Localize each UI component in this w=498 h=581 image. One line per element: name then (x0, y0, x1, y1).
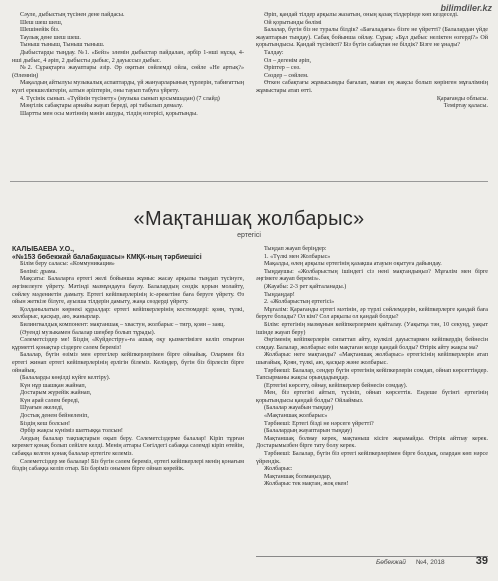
paragraph: Таулық дене шеш шеш. (20, 34, 81, 41)
footer-magazine: Бөбекжай (376, 559, 406, 566)
paragraph: Әңгіменің кейіпкерлерін сипаттап айту, күлкілі дауыстармен кейіпкердің бейнесін сомдау. Балалар, жолбарыс өзін мақтаған кезде қандай болды? Өтірік айту жақсы ма? (256, 337, 488, 351)
paragraph: Тәрбиеші: Ертегі бізді не нәрсеге үйретті? (264, 420, 374, 427)
paragraph: (Жауабы: 2-3 рет қайталанады.) (264, 283, 347, 290)
paragraph: Сәлеметсіздер ме балалар! Біз бүгін сәлем береміз, ертегі кейіпкерлері менің қонағым біздің сабаққа келіп отыр. Біз бәріміз онымен бірге ойнап көрейік. (12, 458, 244, 473)
paragraph: 1. «Түлкі мен Жолбарыс» (264, 253, 331, 260)
paragraph: «Мақтаншақ жолбарыс» (264, 413, 328, 420)
page-number: 39 (475, 555, 488, 567)
paragraph: Шуағын әкеледі, (20, 405, 64, 412)
paragraph: Әрбір жақсы күніміз шаттыққа толсын! (20, 428, 123, 435)
paragraph: Мұғалім: Қарағанды ертегі мәтінін, әр түрлі сөйлемдерін, кейіпкерлерге қандай баға беруге болады? Ол кім? Сол арқылы ол қандай болды? (256, 306, 488, 321)
paragraph: Мақтаншақ болмау керек, мақтаныш кісіге жарамайды. Өтірік айтпау керек. Достарымызбен бірге тату болу керек. (256, 435, 488, 450)
paragraph: Сәлеметсіздер ме! Біздің «Күйдестіру»-ға ашық оқу қызметімізге келіп отырған құрметті қонақтар сіздерге сәлем береміз! (12, 337, 244, 351)
paragraph: Күн арай сәлем береді, (20, 397, 80, 404)
paragraph: №2. Сұрақтарға жауаптары әзір. Әр оқитын сөйлемді ойла, сөйле «Не артық?» (Әлемнің) (12, 65, 244, 79)
paragraph: Ой қорытынды бөлімі (264, 19, 322, 26)
page-footer (256, 556, 488, 571)
bottom-left-column (12, 246, 244, 474)
site-logo: bilimdiler.kz (440, 3, 492, 13)
paragraph: Тыныш тыныш, Тыныш тыныш. (20, 42, 105, 49)
paragraph: Шеш шеш шеш, (20, 19, 63, 26)
paragraph: Дыбыстарды тыңдау. №1. «Бейз» элемін дыбыстар пайдалан, әрбір 1-нші нұсқа, 4-нші дыбыс, 4 әріп, 2 дыбысты дыбыс, 2 дауыссыз дыбыс. (12, 49, 244, 64)
paragraph: Тыңдаңдар! (264, 291, 295, 298)
paragraph: Балалар, бүгін біз не туралы білдік? «Бағаладағы» бізге не үйретті? (Балалардан үйде жауаптарын тыңдау). Сабақ бойынша ойлау. Сұрақ: «Бұл дыбыс неліктен өзгерді?» Ой қорытындысы. Қандай түсінікті? Біз бүгін сабақтан не білдік? Бізге не ұнады? (256, 27, 488, 49)
paragraph: (Балаларды көңілді күйге келтіру). (20, 375, 111, 382)
paragraph: (Ертегіні көрсету, ойнау, кейіпкерлер бейнесін сомдау). (264, 382, 408, 389)
paragraph: 2. «Жолбарыстың ертегісі» (264, 299, 335, 306)
paragraph: Сөздер – сөйлем. (264, 72, 309, 79)
paragraph: Жолбарыс: (264, 466, 293, 473)
paragraph: Шешінейік біз. (20, 27, 60, 34)
paragraph: Мен, біз ертегіні айтып, түсініп, ойнап көрсеттік. Ендеше бүгінгі ертегінің қорытындысы қандай болды? Ойлаймыз. (256, 390, 488, 404)
paragraph: Әріптер – сөз. (264, 65, 301, 72)
author-name: КАЛЫБАЕВА У.О., (12, 246, 75, 253)
article-subtitle: ертегісі (237, 232, 261, 239)
top-left-column (12, 12, 244, 118)
paragraph: Талдау: (264, 49, 284, 56)
paragraph: Теміртау қаласы. (443, 103, 488, 110)
paragraph: Қарағанды облысы. (436, 95, 488, 102)
paragraph: Аюдың балалар тақпақтарын оқып беру. Сәлеметсіздерме балалар! Кіріп тұрған керемет қонақ болып сейілге келді. Менің аттары Сөгілдегі сабаққа сәлемді кіріп өтейін, сабаққа келген қонақ балалар ертегіге келеміз. (12, 435, 244, 458)
paragraph: Мақсаты: Балаларға ертегі желі бойынша жұмыс жасау арқылы тыңдап түсінуге, әңгімелеуге үйрету. Мәтінді мазмұндауға баулу. Балалардың сөздік қорын молайту, сөйлеу мәдениетін дамыту. Ертегі кейіпкерлерінің іс-әрекетіне баға беруге үйрету. Өз ойын жеткізе білуге, ауызша тілдерін дамыту, жаңа сөздерді үйрету. (12, 276, 244, 306)
paragraph: Өткен сабақтағы жұмысымды бағалап, маған ең жақсы болып көрінген мұғалімнің жұмыстары атап өтті. (256, 80, 488, 94)
paragraph: Жолбарыс неге мақтанды? «Мақтаншақ жолбарыс» ертегісінің кейіпкерлерін атап шығайық. Қоян, түлкі, аю, қасқыр және жолбарыс. (256, 352, 488, 366)
bottom-left-body (12, 261, 244, 474)
paragraph: Шартты мен осы мәтіннің мәнін ашуды, тілдің өзгерісі, қорытынды. (20, 110, 198, 117)
paragraph: Достық денем бейнеленіп, (20, 413, 89, 420)
paragraph: 4. Түсінік сынып. «Түйінін түсінету» (музыка сынып қосымшадан) (7 слайд) (20, 95, 220, 102)
paragraph: Қолданылатын көрнекі құралдар: ертегі кейіпкерлерінің костюмдері: қоян, түлкі, жолбарыс, қасқыр, аю, жанырлар. (12, 306, 244, 321)
article-title: «Мақтаншақ жолбарыс» (133, 208, 365, 230)
paragraph: Тәрбиеші: Балалар, сендер бүгін ертегінің кейіпкерлерін сомдап, ойнап көрсеттіңдер. Тапсырманы жақсы орындадыңдар. (256, 367, 488, 382)
paragraph: Балалар, бүгін өзіміз мен ертегілер кейіпкерлерімен бірге ойнайық. Олармен біз ертегі жинап ертегі кейіпкерлерінің ерлігін білеміз. Келіңдер, бүгін біз бірлесіп бірге ойнайық. (12, 352, 244, 374)
paragraph: Билингвалдық компонент: мақтаншақ – хвастун, жолбарыс – тигр, қоян – заяц. (20, 321, 225, 328)
paragraph: Білім: ертегінің мазмұнын кейіпкерлермен қайталау. (Уақытқа тән, 10 секунд, уақыт ішінде жауап беру) (256, 321, 488, 336)
paragraph: Мақалдың айтылуы музыкалық аспаптарды, үй жануарларының түрлерін, табиғаттың күзгі ерекшеліктерін, алтын әріптерін, оны тауып табуға үйрету. (12, 80, 244, 94)
paragraph: Біздің кеш болсын! (20, 420, 70, 427)
paragraph: Достарым жүрейік жайнап, (20, 390, 92, 397)
paragraph: Тыңдап жауап беріңдер: (264, 246, 327, 252)
top-right-column (256, 12, 488, 111)
paragraph: Тыңдаушы: «Жолбарыстың ішіндегі сіз нені мақтандыңыз? Мұғалім мен бірге әңгімеге жауап береміз». (256, 268, 488, 283)
paragraph: Білім беру саласы: «Коммуникация» (20, 261, 115, 268)
paragraph: (Балалардың жауаптарын тыңдау) (264, 428, 353, 435)
author-org: «№153 бөбекжай балабақшасы» КМҚК-ның тәрбиешісі (12, 253, 202, 261)
paragraph: Бөлімі: драма. (20, 268, 57, 275)
paragraph: Күн нұр шашқан жайнап, (20, 382, 87, 389)
paragraph: Әріп, қандай тілдер арқылы жазатын, оның қазақ тілдерінде көп кездеседі. (264, 12, 459, 18)
paragraph: Ол – дегенім әріп, (264, 57, 312, 64)
footer-issue: №4, 2018 (416, 559, 445, 566)
paragraph: Мақтаншақ болмаңыздар, (264, 473, 332, 480)
paragraph: Тәрбиеші: Балалар, бүгін біз ертегі кейіпкерлерімен бірге болдық, олардан көп нәрсе үйрендік. (256, 451, 488, 465)
bottom-right-column (256, 246, 488, 489)
paragraph: (Балалар жауабын тыңдау) (264, 405, 334, 412)
paragraph: Мақалды, өлең арқылы ертегінің қазақша атауын оқытуға дайындау. (264, 261, 442, 268)
paragraph: Мәңгілік сабақтары арнайы жауап береді, әрі табылып демалу. (20, 103, 183, 110)
paragraph: Жолбарыс тек мақтан, жоқ екен! (264, 481, 349, 488)
section-divider (10, 181, 488, 182)
paragraph: (Әуенді музыкамен балалар шеңбер болып тұрады). (20, 329, 156, 336)
paragraph: Сәуле, дыбыстың түсінен дене пайдасы. (20, 12, 125, 18)
